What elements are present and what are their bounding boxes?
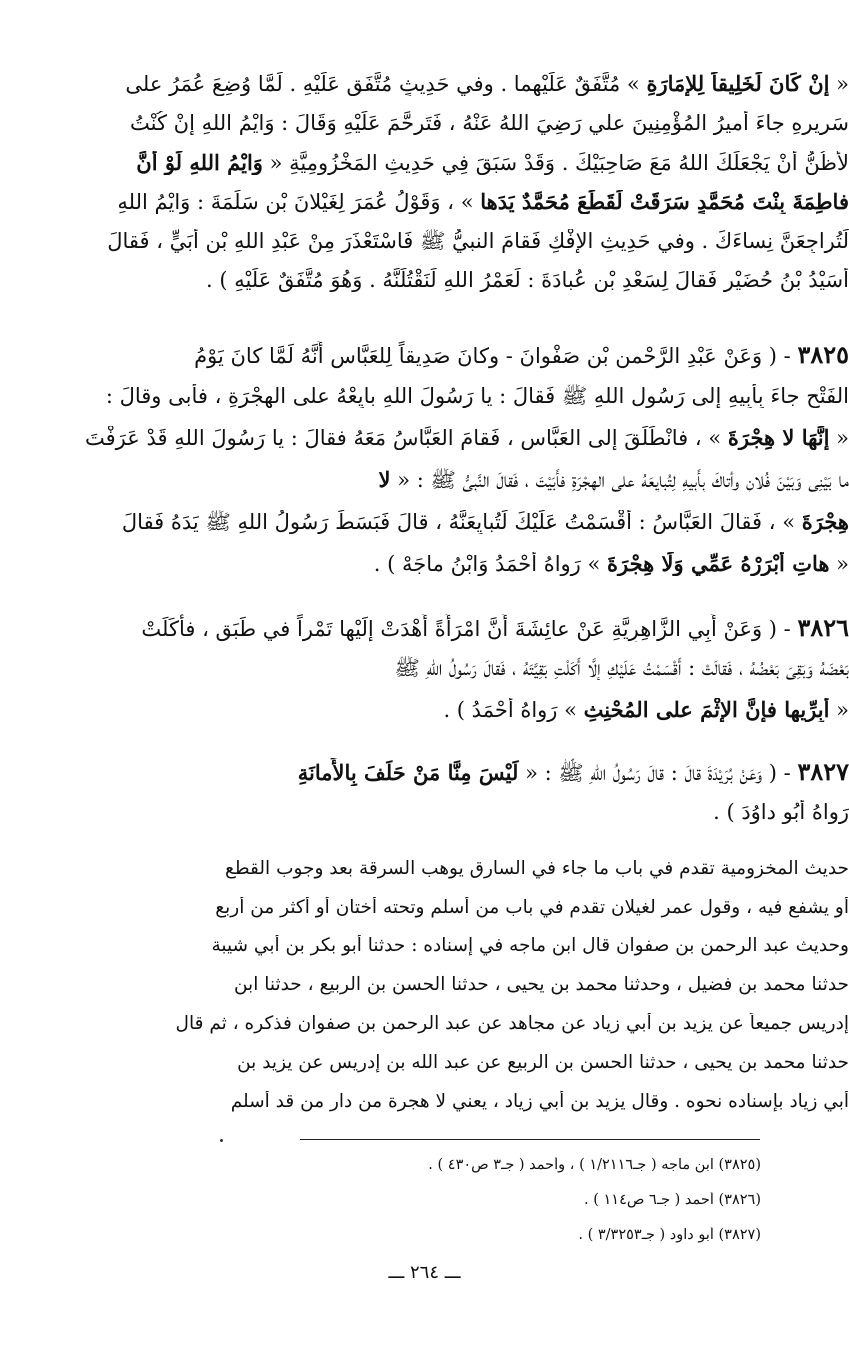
text-line: الفَتْحِ جاءَ بِأَبِيهِ إلى رَسُولِ اللهِ ﷺ فَقالَ : يا رَسُولَ اللهِ بايِعْهُ على الهِجْرَةِ ، فأَبى وقالَ : bbox=[105, 384, 849, 408]
hadith-number: ٣٨٢٧ bbox=[797, 758, 849, 786]
text-line: ما بَيْنِي وَبَيْنَ فُلانٍ وأتاكَ بِأَبِيهِ لِتُبايِعَهُ على الهِجْرَةِ فأَبَيْتَ ، فَقالَ النَّبِيُّ ﷺ : « لا bbox=[378, 468, 849, 492]
text-line: ٣٨٢٦ - ( وَعَنْ أَبِي الزَّاهِرِيَّةِ عَنْ عائِشَةَ أَنَّ امْرَأَةً أَهْدَتْ إِلَيْها تَمْراً في طَبَقٍ ، فأَكَلَتْ bbox=[141, 614, 849, 642]
text-line: سَرِيرِهِ جاءَ أميرُ المُؤْمِنِينَ علي رَضِيَ اللهُ عَنْهُ ، فَتَرحَّمَ عَلَيْهِ وَقَالَ : وَايْمُ اللهِ إِنْ كُنْتُ bbox=[130, 111, 849, 135]
prophetic-quote: هاتِ أَبْرَرْهُ عَمِّي وَلَا هِجْرَةَ bbox=[607, 552, 830, 576]
footnote: (٣٨٢٥) ابن ماجه ( جـ١/٢١١٦ ) ، وأحمد ( جـ٣ ص٤٣٠ ) . bbox=[428, 1157, 761, 1173]
prophetic-quote: لا bbox=[378, 468, 391, 492]
text-line: بَعْضَهُ وَبَقِيَ بَعْضُهُ ، فَقالَتْ : أَقْسَمْتُ عَلَيْكِ إِلَّا أَكَلْتِ بَقِيَّتَهُ ، فَقالَ رَسُولُ اللهِ ﷺ bbox=[394, 656, 849, 680]
commentary-line: حدثنا محمد بن يحيى ، حدثنا الحسن بن الربيع عن عبد الله بن إدريس عن يزيد بن bbox=[237, 1052, 849, 1073]
prophetic-quote: فاطِمَةَ بِنْتَ مُحَمَّدٍ سَرَقَتْ لَقَطَعَ مُحَمَّدٌ يَدَها bbox=[480, 190, 849, 214]
prophetic-quote: هِجْرَةَ bbox=[801, 510, 849, 534]
hadith-number: ٣٨٢٦ bbox=[797, 614, 849, 642]
text-line: « إِنْ كَانَ لَخَلِيقاً لِلإِمَارَةِ » مُتَّفَقٌ عَلَيْهِما . وفي حَدِيثٍ مُتَّفَقٍ عَلَيْهِ . لَمَّا وُضِعَ عُمَرُ على bbox=[125, 72, 849, 96]
commentary-line: وحديث عبد الرحمن بن صفوان قال ابن ماجه في إسناده : حدثنا أبو بكر بن أبي شيبة bbox=[211, 935, 849, 956]
text-line: رَواهُ أَبُو داوُدَ ) . bbox=[713, 800, 849, 824]
commentary-line: أو يشفع فيه ، وقول عمر لغيلان تقدم في باب من أسلم وتحته أختان أو أكثر من أربع bbox=[215, 897, 849, 918]
text-line: لَتُراجِعَنَّ نِساءَكَ . وفي حَدِيثِ الإفْكِ فَقامَ النبيُّ ﷺ فَاسْتَعْذَرَ مِنْ عَبْدِ اللهِ بْنِ أُبَيٍّ ، فَقالَ bbox=[107, 229, 849, 253]
page-number: ـــ ٢٦٤ ـــ bbox=[388, 1262, 461, 1283]
text-line: ٣٨٢٧ - ( وَعَنْ بُرَيْدَةَ قالَ : قالَ رَسُولُ اللهِ ﷺ : « لَيْسَ مِنَّا مَنْ حَلَفَ بِالأَمانَةِ bbox=[297, 758, 849, 786]
text-line: فاطِمَةَ بِنْتَ مُحَمَّدٍ سَرَقَتْ لَقَطَعَ مُحَمَّدٌ يَدَها » ، وَقَوْلُ عُمَرَ لِغَيْلانَ بْنِ سَلَمَةَ : وَايْمُ اللهِ bbox=[117, 190, 849, 214]
text-line: لأَظُنُّ أَنْ يَجْعَلَكَ اللهُ مَعَ صَاحِبَيْكَ . وَقَدْ سَبَقَ فِي حَدِيثِ المَخْزُومِيَّةِ « وَايْمُ اللهِ لَوْ أَنَّ bbox=[136, 151, 849, 175]
commentary-line: حدثنا محمد بن فضيل ، وحدثنا محمد بن يحيى ، حدثنا الحسن بن الربيع ، حدثنا ابن bbox=[233, 974, 849, 995]
commentary-line: أبي زياد بإسناده نحوه . وقال يزيد بن أبي زياد ، يعني لا هجرة من دار من قد أسلم bbox=[230, 1091, 849, 1112]
text-line: « إِنَّهَا لا هِجْرَةَ » ، فانْطَلَقَ إلى العَبَّاسِ ، فَقامَ العَبَّاسُ مَعَهُ فقالَ : يا رَسُولَ اللهِ قَدْ عَرَفْتَ bbox=[85, 426, 849, 450]
prophetic-quote: إِنَّهَا لا هِجْرَةَ bbox=[727, 426, 830, 450]
stray-dot bbox=[220, 1139, 223, 1142]
footnote: (٣٨٢٧) أبو داود ( جـ٣/٣٢٥٣ ) . bbox=[578, 1227, 761, 1243]
footnote-divider bbox=[300, 1139, 760, 1140]
text-line: « هاتِ أَبْرَرْهُ عَمِّي وَلَا هِجْرَةَ » رَواهُ أَحْمَدُ وَابْنُ ماجَهْ ) . bbox=[373, 552, 849, 576]
text-line: « أَبِرِّيها فإِنَّ الإِثْمَ على المُحْنِثِ » رَواهُ أَحْمَدُ ) . bbox=[443, 698, 849, 722]
text-line: ٣٨٢٥ - ( وَعَنْ عَبْدِ الرَّحْمنِ بْنِ صَفْوانَ - وكانَ صَدِيقاً لِلعَبَّاسِ أَنَّهُ لَمَّا كانَ يَوْمُ bbox=[194, 341, 849, 369]
prophetic-quote: أَبِرِّيها فإِنَّ الإِثْمَ على المُحْنِثِ bbox=[583, 698, 830, 722]
prophetic-quote: لَيْسَ مِنَّا مَنْ حَلَفَ بِالأَمانَةِ bbox=[297, 760, 519, 785]
text-line: هِجْرَةَ » ، فَقالَ العَبَّاسُ : أَقْسَمْتُ عَلَيْكَ لَتُبايِعَنَّهُ ، قالَ فَبَسَطَ رَسُولُ اللهِ ﷺ يَدَهُ فَقالَ bbox=[121, 510, 849, 534]
prophetic-quote: وَايْمُ اللهِ لَوْ أَنَّ bbox=[136, 151, 263, 175]
prophetic-quote: إِنْ كَانَ لَخَلِيقاً لِلإِمَارَةِ bbox=[646, 72, 830, 96]
hadith-number: ٣٨٢٥ bbox=[797, 341, 849, 369]
commentary-line: إدريس جميعاً عن يزيد بن أبي زياد عن مجاهد عن عبد الرحمن بن صفوان فذكره ، ثم قال bbox=[175, 1013, 849, 1034]
footnote: (٣٨٢٦) أحمد ( جـ٦ ص١١٤ ) . bbox=[584, 1192, 761, 1208]
text-line: أُسَيْدُ بْنُ حُضَيْرٍ فَقالَ لِسَعْدِ بْنِ عُبادَةَ : لَعَمْرُ اللهِ لَنَقْتُلَنَّهُ . وَهُوَ مُتَّفَقٌ عَلَيْهِ ) . bbox=[205, 268, 849, 292]
commentary-line: حديث المخزومية تقدم في باب ما جاء في السارق يوهب السرقة بعد وجوب القطع bbox=[225, 858, 849, 879]
